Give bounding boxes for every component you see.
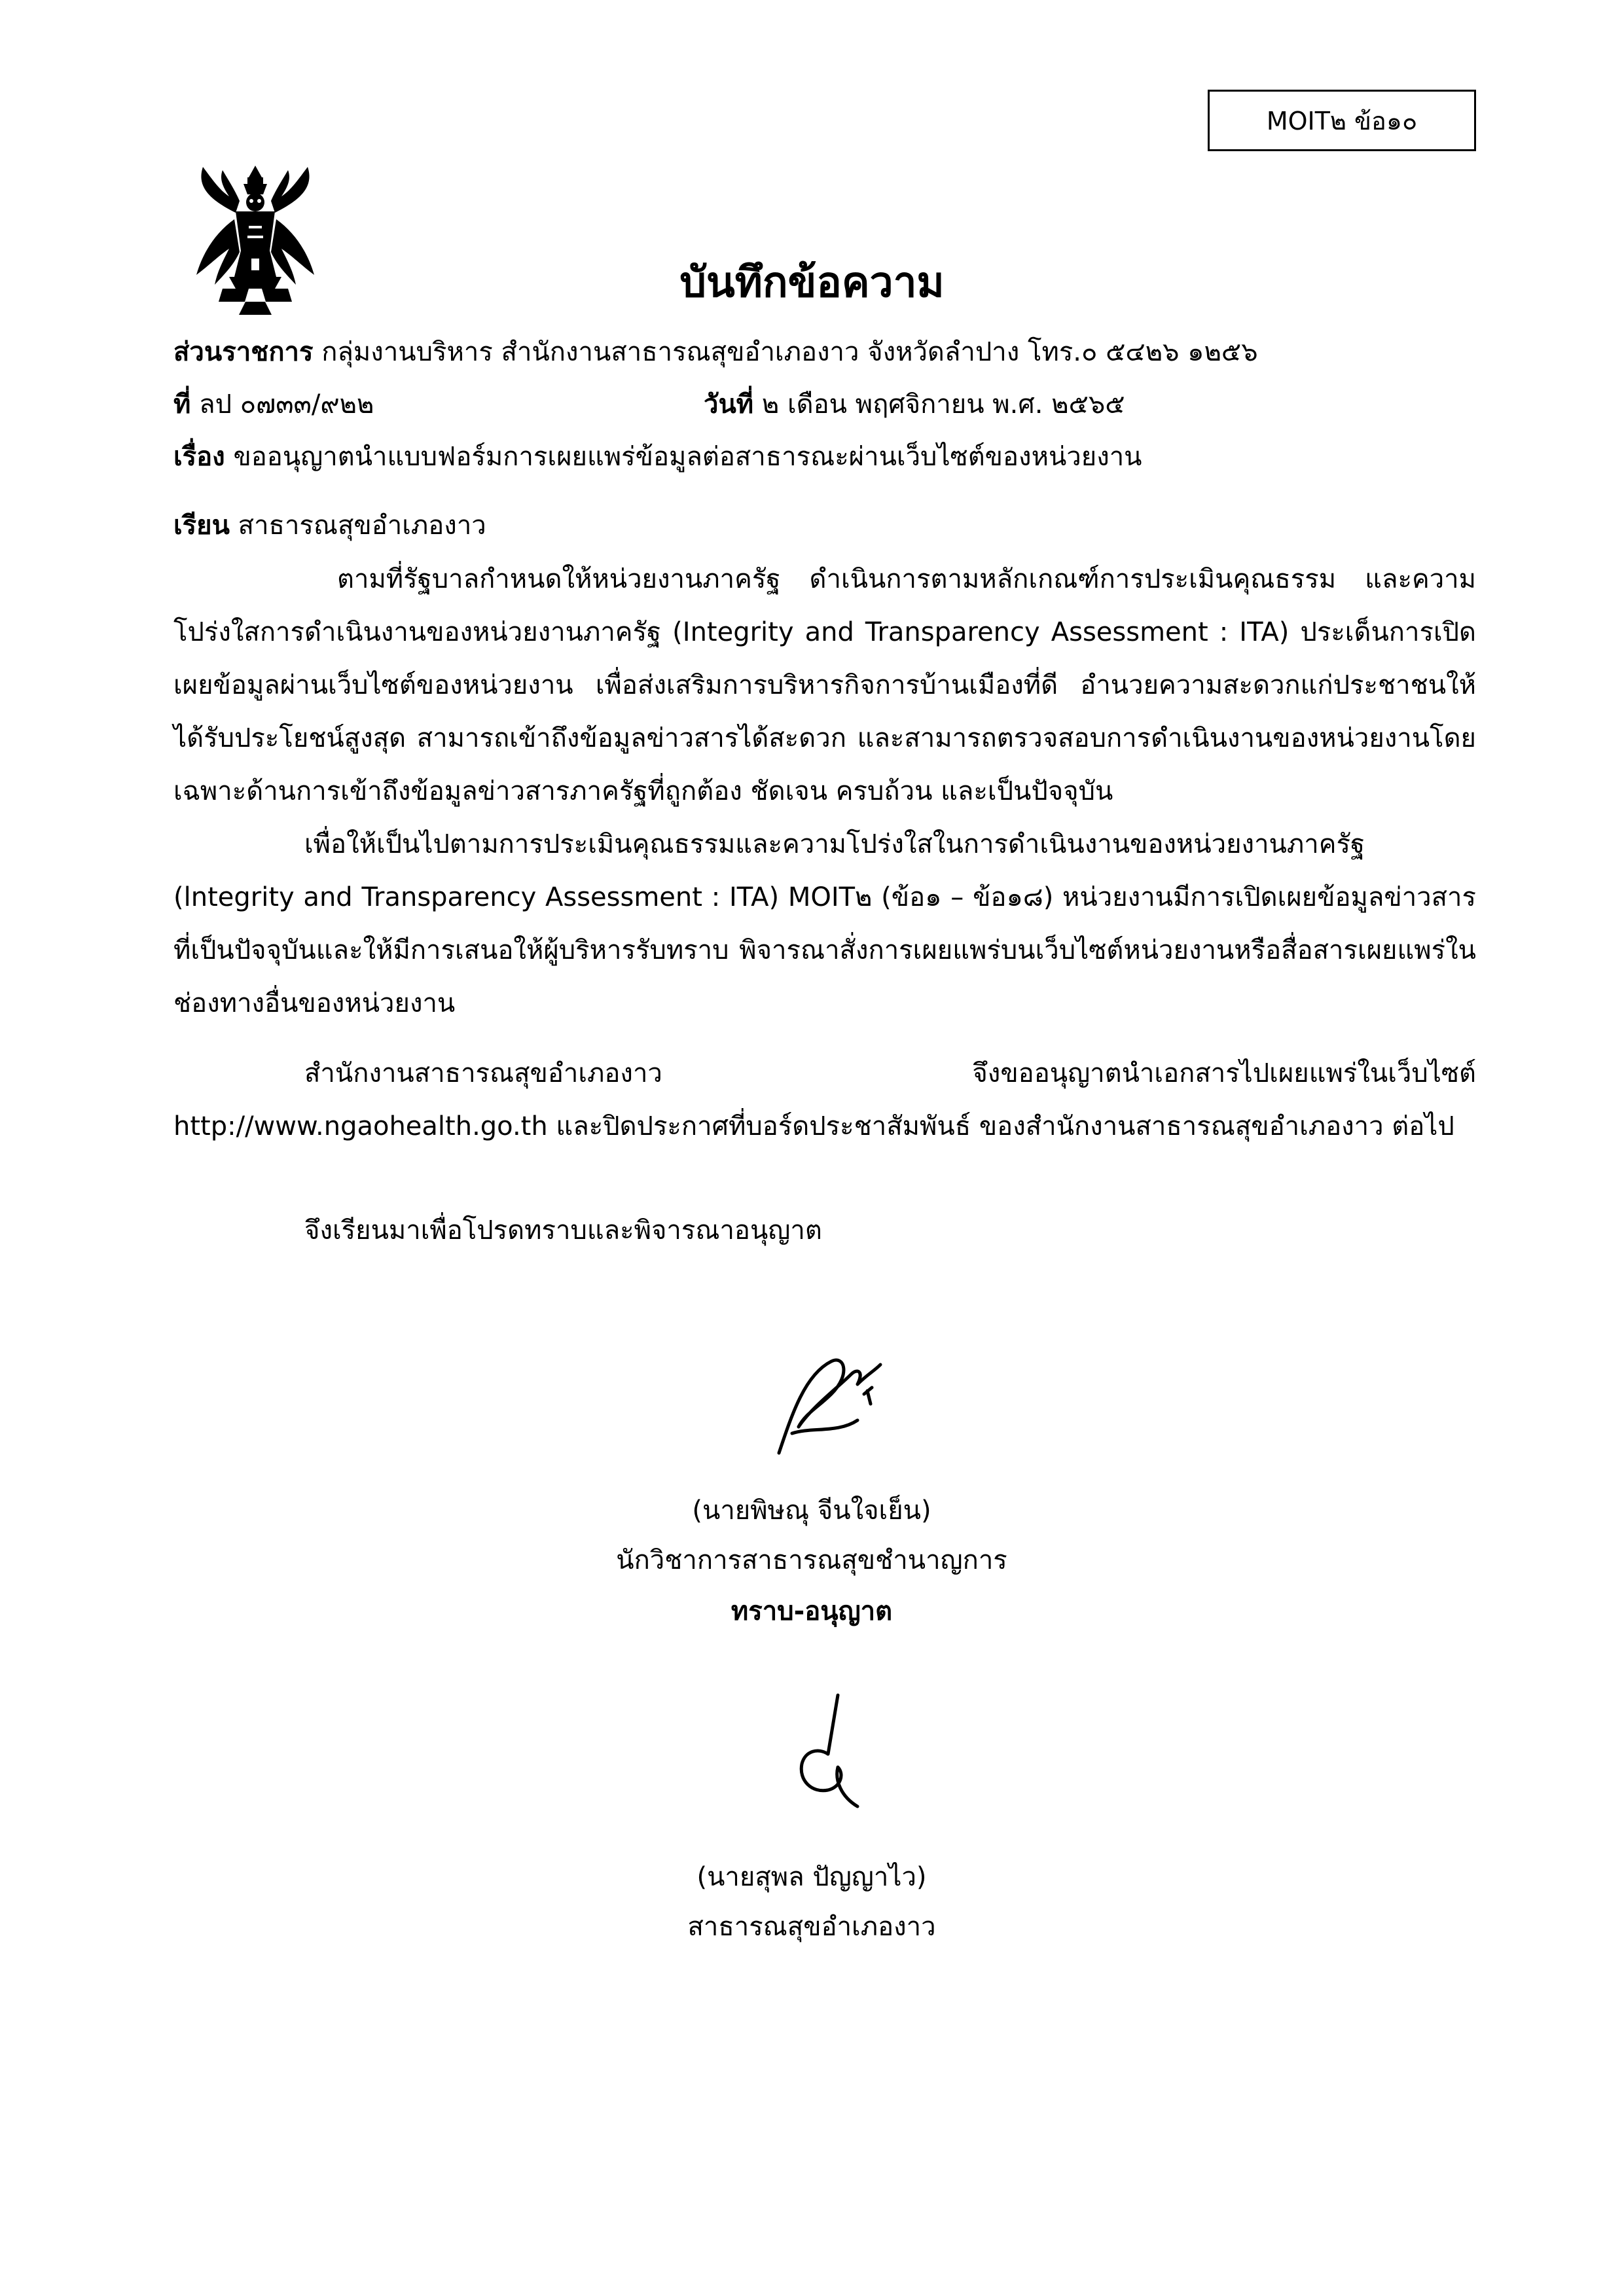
date-label: วันที่ xyxy=(704,389,754,420)
signer-2-block xyxy=(550,1852,1074,1952)
body-paragraph-1: ตามที่รัฐบาลกำหนดให้หน่วยงานภาครัฐ ดำเนินการตามหลักเกณฑ์การประเมินคุณธรรม และความโปร่งใสการดำเนินงานของหน่วยงานภาครัฐ (Integrity and Transparency Assessment : ITA) ประเด็นการเปิดเผยข้อมูลผ่านเว็บไซต์ของหน่วยงาน เพื่อส่งเสริมการบริหารกิจการบ้านเมืองที่ดี อำนวยความสะดวกแก่ประชาชนให้ได้รับประโยชน์สูงสุด สามารถเข้าถึงข้อมูลข่าวสารได้สะดวก และสามารถตรวจสอบการดำเนินงานของหน่วยงานโดยเฉพาะด้านการเข้าถึงข้อมูลข่าวสารภาครัฐที่ถูกต้อง ชัดเจน ครบถ้วน และเป็นปัจจุบัน xyxy=(173,564,1476,806)
subject-line xyxy=(173,435,1142,477)
date-line xyxy=(704,383,1125,425)
signer-2-name: (นายสุพล ปัญญาไว) xyxy=(696,1862,927,1892)
recipient-value: สาธารณสุขอำเภองาว xyxy=(238,511,486,541)
body-paragraph-2: เพื่อให้เป็นไปตามการประเมินคุณธรรมและความโปร่งใสในการดำเนินงานของหน่วยงานภาครัฐ (lntegrity and Transparency Assessment : ITA) MOIT๒ (ข้อ๑ – ข้อ๑๘) หน่วยงานมีการเปิดเผยข้อมูลข่าวสารที่เป็นปัจจุบันและให้มีการเสนอให้ผู้บริหารรับทราบ พิจารณาสั่งการเผยแพร่บนเว็บไซต์หน่วยงานหรือสื่อสารเผยแพร่ในช่องทางอื่นของหน่วยงาน xyxy=(173,829,1476,1018)
subject-value: ขออนุญาตนำแบบฟอร์มการเผยแพร่ข้อมูลต่อสาธารณะผ่านเว็บไซต์ของหน่วยงาน xyxy=(233,442,1142,472)
document-number-label: ที่ xyxy=(173,389,191,420)
recipient-label: เรียน xyxy=(173,511,230,541)
signer-2-position: สาธารณสุขอำเภองาว xyxy=(687,1912,936,1942)
approval-note: ทราบ-อนุญาต xyxy=(731,1596,893,1626)
date-value: ๒ เดือน พฤศจิกายน พ.ศ. ๒๕๖๕ xyxy=(761,389,1125,420)
signer-1-block xyxy=(550,1486,1074,1638)
department-line xyxy=(173,331,1258,372)
document-number-value: ลป ๐๗๓๓/๙๒๒ xyxy=(199,389,374,420)
body-paragraph-3: สำนักงานสาธารณสุขอำเภองาว จึงขออนุญาตนำเอกสารไปเผยแพร่ในเว็บไซต์ http://www.ngaohealth.go.th และปิดประกาศที่บอร์ดประชาสัมพันธ์ ของสำนักงานสาธารณสุขอำเภองาว ต่อไป xyxy=(173,1058,1476,1141)
subject-label: เรื่อง xyxy=(173,442,225,472)
document-number-line xyxy=(173,383,374,425)
recipient-line xyxy=(173,504,486,546)
department-value: กลุ่มงานบริหาร สำนักงานสาธารณสุขอำเภองาว จังหวัดลำปาง โทร.๐ ๕๔๒๖ ๑๒๕๖ xyxy=(321,337,1258,367)
signer-1-position: นักวิชาการสาธารณสุขชำนาญการ xyxy=(616,1545,1007,1575)
body-paragraph-4: จึงเรียนมาเพื่อโปรดทราบและพิจารณาอนุญาต xyxy=(304,1215,822,1246)
document-reference-text: MOIT๒ ข้อ๑๐ xyxy=(1266,106,1418,135)
document-reference-box xyxy=(1208,90,1476,151)
signer-1-name: (นายพิษณุ จีนใจเย็น) xyxy=(692,1496,931,1526)
signature-1-icon xyxy=(753,1335,910,1466)
signature-2-icon xyxy=(772,1689,877,1820)
department-label: ส่วนราชการ xyxy=(173,337,314,367)
memo-title: บันทึกข้อความ xyxy=(679,259,945,307)
